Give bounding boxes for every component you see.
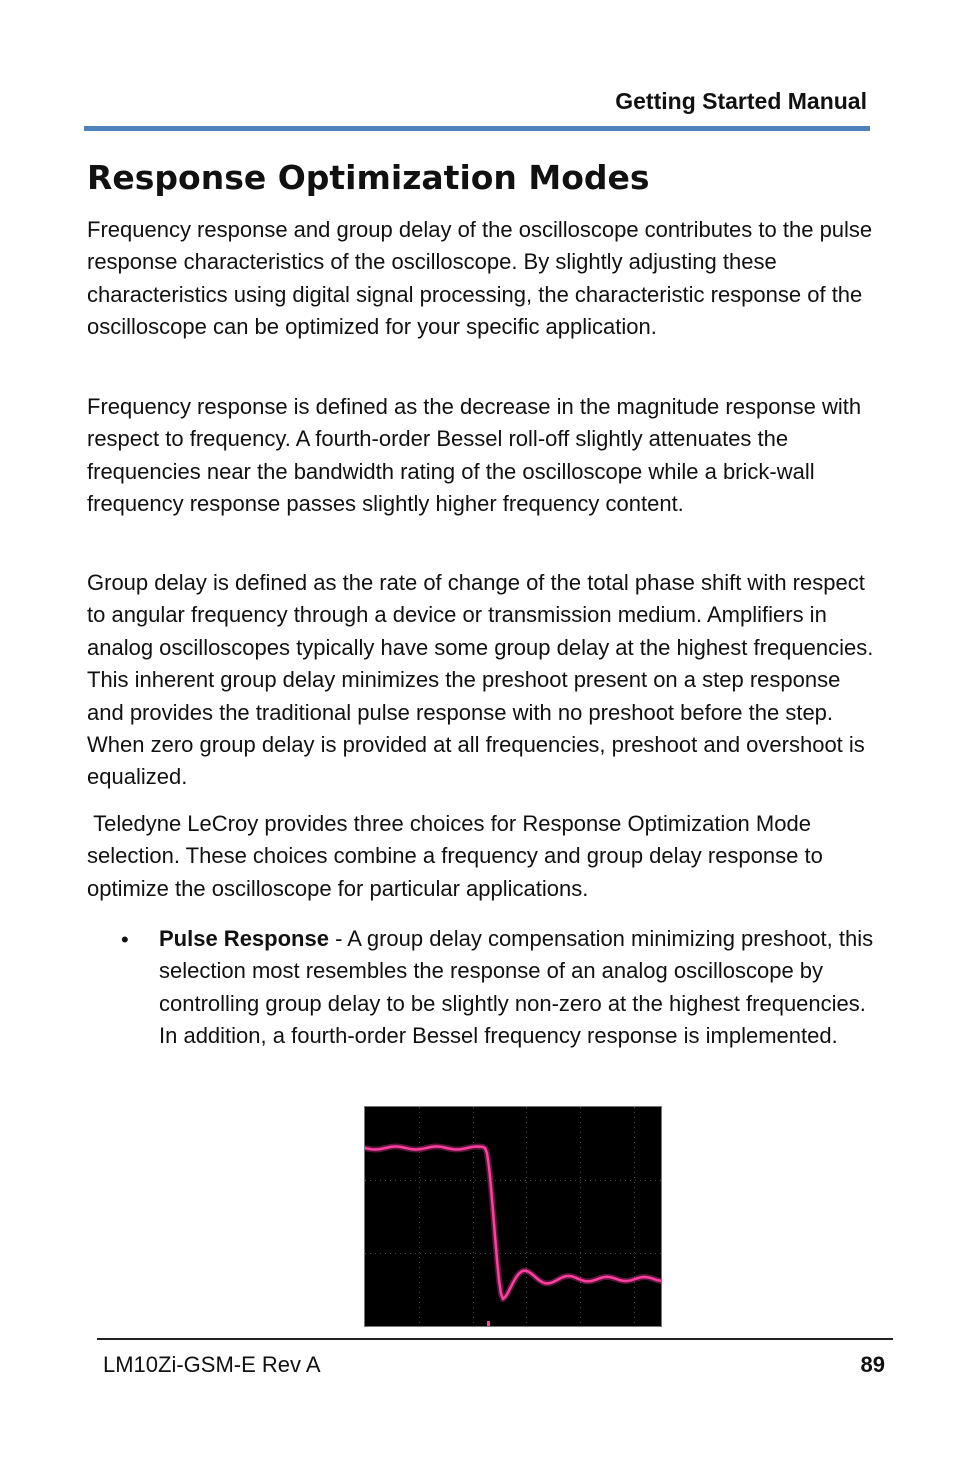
bullet-item-pulse-response: [159, 923, 874, 1053]
running-header: Getting Started Manual: [615, 88, 867, 114]
page-number: 89: [860, 1352, 885, 1377]
scope-trace-glow: [365, 1147, 661, 1300]
footer-doc-id: LM10Zi-GSM-E Rev A: [103, 1352, 321, 1377]
footer-rule: [97, 1338, 893, 1340]
oscilloscope-trace-image: [365, 1107, 661, 1326]
page-title: Response Optimization Modes: [87, 158, 650, 197]
paragraph-1: Frequency response and group delay of the oscilloscope contributes to the pulse response characteristics of the oscilloscope. By slightly adjusting these characteristics using digital signal processing, the characteristic response of the oscilloscope can be optimized for your specific application.: [87, 217, 873, 340]
paragraph-4: Teledyne LeCroy provides three choices for Response Optimization Mode selection. These choices combine a frequency and group delay response to optimize the oscilloscope for particular applications.: [87, 811, 829, 901]
bullet-description: - A group delay compensation minimizing preshoot, this selection most resembles the response of an analog oscilloscope by controlling group delay to be slightly non-zero at the highest frequencies. In addition, a fourth-order Bessel frequency response is implemented.: [159, 926, 874, 1049]
trigger-marker: [487, 1321, 490, 1326]
scope-grid: [365, 1107, 661, 1326]
paragraph-2: Frequency response is defined as the decrease in the magnitude response with respect to frequency. A fourth-order Bessel roll-off slightly attenuates the frequencies near the bandwidth rating of the oscilloscope while a brick-wall frequency response passes slightly higher frequency content.: [87, 394, 862, 517]
paragraph-3: Group delay is defined as the rate of change of the total phase shift with respect to angular frequency through a device or transmission medium. Amplifiers in analog oscilloscopes typically have some group delay at the highest frequencies. This inherent group delay minimizes the preshoot present on a step response and provides the traditional pulse response with no preshoot before the step. When zero group delay is provided at all frequencies, preshoot and overshoot is equalized.: [87, 570, 874, 790]
bullet-icon: •: [121, 927, 129, 952]
pulse-response-figure: [364, 1106, 662, 1327]
header-rule: [84, 126, 870, 131]
bullet-term: Pulse Response: [159, 926, 329, 951]
